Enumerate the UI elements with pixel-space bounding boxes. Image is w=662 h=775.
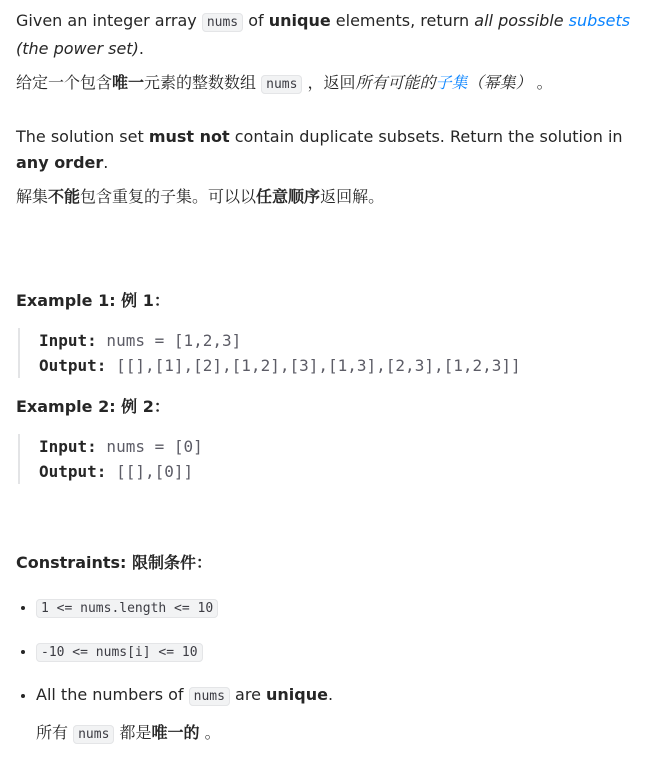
- input-label: Input:: [39, 331, 97, 350]
- text: .: [327, 685, 334, 704]
- constraint-code: -10 <= nums[i] <= 10: [36, 643, 203, 662]
- text: 返回解。: [320, 187, 385, 206]
- bold-must-not: must not: [148, 127, 230, 146]
- text: 元素的整数数组: [144, 73, 262, 92]
- bold-unique-zh: 唯一的: [151, 723, 200, 742]
- text: 。: [531, 73, 553, 92]
- output-value: [[],[0]]: [106, 462, 194, 481]
- description-zh-1: [16, 70, 648, 98]
- text: 所有: [36, 723, 74, 742]
- text: of: [243, 11, 269, 30]
- output-label: Output:: [39, 356, 107, 375]
- italic-power-set: (the power set): [16, 39, 139, 58]
- description-en-1: [16, 8, 648, 62]
- constraint-code: 1 <= nums.length <= 10: [36, 599, 218, 618]
- constraints-title: Constraints: 限制条件：: [16, 553, 213, 572]
- output-value: [[],[1],[2],[1,2],[3],[1,3],[2,3],[1,2,3]]: [106, 356, 521, 375]
- text: 都是: [114, 723, 152, 742]
- text: 。: [199, 723, 221, 742]
- description-zh-2: [16, 184, 648, 210]
- bold-any-order: any order: [16, 153, 104, 172]
- constraints-section: [16, 550, 648, 748]
- text: 给定一个包含: [16, 73, 113, 92]
- description-en-2: [16, 124, 648, 176]
- italic-all-possible: all possible: [474, 11, 569, 30]
- inline-code-nums: nums: [73, 725, 114, 744]
- output-label: Output:: [39, 462, 107, 481]
- italic-power-set-zh: （幂集）: [467, 73, 532, 92]
- subsets-link-zh[interactable]: 子集: [435, 73, 468, 92]
- text: .: [138, 39, 144, 58]
- inline-code-nums: nums: [261, 75, 302, 94]
- constraints-list: [16, 594, 648, 748]
- input-value: nums = [0]: [96, 437, 203, 456]
- bold-unique-zh: 唯一: [112, 73, 145, 92]
- bold-cannot: 不能: [48, 187, 81, 206]
- constraint-item: [36, 638, 648, 666]
- text: are: [229, 685, 266, 704]
- bold-unique: unique: [266, 685, 328, 704]
- bold-any-order-zh: 任意顺序: [256, 187, 321, 206]
- example-code-block: [18, 434, 648, 484]
- text: Given an integer array: [16, 11, 202, 30]
- text: .: [103, 153, 109, 172]
- example-1: [16, 288, 648, 378]
- bold-unique: unique: [268, 11, 331, 30]
- example-title: Example 2: 例 2：: [16, 397, 170, 416]
- subsets-link[interactable]: subsets: [568, 11, 631, 30]
- text: 包含重复的子集。可以以: [80, 187, 257, 206]
- text: All the numbers of: [36, 685, 189, 704]
- text: 解集: [16, 187, 49, 206]
- italic-all-possible-zh: 所有可能的: [355, 73, 436, 92]
- text: The solution set: [16, 127, 149, 146]
- text: contain duplicate subsets. Return the solution in: [229, 127, 623, 146]
- example-2: [16, 394, 648, 484]
- text: ，返回: [302, 73, 356, 92]
- input-label: Input:: [39, 437, 97, 456]
- example-title: Example 1: 例 1：: [16, 291, 170, 310]
- constraint-item-zh: [36, 720, 648, 748]
- example-code-block: [18, 328, 648, 378]
- input-value: nums = [1,2,3]: [96, 331, 242, 350]
- constraint-item: [36, 594, 648, 622]
- constraint-item: [36, 682, 648, 748]
- text: elements, return: [330, 11, 475, 30]
- inline-code-nums: nums: [189, 687, 230, 706]
- inline-code-nums: nums: [202, 13, 243, 32]
